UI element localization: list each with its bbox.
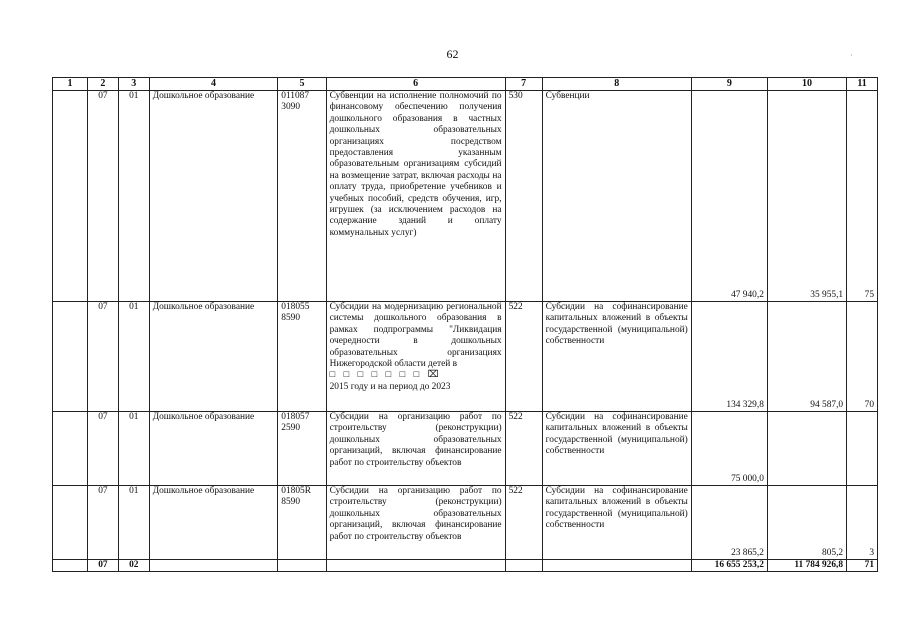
cell-description: Субсидии на организацию работ по строительству (реконструкции) дошкольных образовательных организаций, включая финансирование работ по строительству объектов: [326, 486, 505, 560]
total-subsection: 02: [118, 560, 149, 572]
header-cell: 1: [53, 78, 88, 91]
cell-target-code: 011087 3090: [278, 91, 326, 302]
header-cell: 7: [505, 78, 542, 91]
cell-percent: 70: [847, 302, 878, 412]
table-header-row: [53, 78, 878, 91]
header-cell: 2: [87, 78, 118, 91]
cell-expense-name: Субсидии на софинансирование капитальных вложений в объекты государственной (муниципальной) собственности: [542, 486, 691, 560]
cell-target-code: 01805R 8590: [278, 486, 326, 560]
cell-amount-9: 75 000,0: [691, 412, 767, 486]
cell-col1: [53, 412, 88, 486]
header-cell: 6: [326, 78, 505, 91]
total-amount-10: 11 784 926,8: [767, 560, 846, 572]
cell-name: Дошкольное образование: [149, 412, 278, 486]
cell-subsection: 01: [118, 412, 149, 486]
cell-expense-name: Субсидии на софинансирование капитальных вложений в объекты государственной (муниципальной) собственности: [542, 412, 691, 486]
cell-subsection: 01: [118, 486, 149, 560]
cell-description: [326, 560, 505, 572]
cell-percent: 75: [847, 91, 878, 302]
table-total-row: [53, 560, 878, 572]
cell-description: [326, 302, 505, 412]
cell-section: 07: [87, 91, 118, 302]
cell-amount-10: 94 587,0: [767, 302, 846, 412]
cell-amount-10: 35 955,1: [767, 91, 846, 302]
cell-expense-name: Субвенции: [542, 91, 691, 302]
cell-section: 07: [87, 302, 118, 412]
cell-expense-name: [542, 560, 691, 572]
cell-expense-type: 530: [505, 91, 542, 302]
cell-expense-name: Субсидии на софинансирование капитальных вложений в объекты государственной (муниципальной) собственности: [542, 302, 691, 412]
table-row: [53, 91, 878, 302]
total-percent: 71: [847, 560, 878, 572]
cell-target-code: 018055 8590: [278, 302, 326, 412]
page-mark: ·: [850, 51, 853, 60]
cell-name: [149, 560, 278, 572]
description-text-end: 2015 году и на период до 2023: [329, 381, 451, 392]
total-section: 07: [87, 560, 118, 572]
cell-percent: 3: [847, 486, 878, 560]
header-cell: 9: [691, 78, 767, 91]
cell-amount-9: 23 865,2: [691, 486, 767, 560]
checkbox-glyphs: □ □ □ □ □ □ □ ⌧: [329, 370, 442, 381]
cell-target-code: [278, 560, 326, 572]
description-text: Субсидии на модернизацию региональной системы дошкольного образования в рамках подпрограммы "Ликвидация очередности в дошкольных образовательных организациях Нижегородской области детей в: [329, 302, 502, 370]
cell-percent: [847, 412, 878, 486]
cell-expense-type: 522: [505, 302, 542, 412]
cell-amount-9: 47 940,2: [691, 91, 767, 302]
page-number: 62: [446, 47, 459, 61]
cell-target-code: 018057 2590: [278, 412, 326, 486]
cell-section: 07: [87, 412, 118, 486]
cell-col1: [53, 486, 88, 560]
cell-name: Дошкольное образование: [149, 302, 278, 412]
table-row: [53, 412, 878, 486]
header-cell: 8: [542, 78, 691, 91]
cell-expense-type: [505, 560, 542, 572]
cell-col1: [53, 91, 88, 302]
cell-name: Дошкольное образование: [149, 91, 278, 302]
header-cell: 4: [149, 78, 278, 91]
total-amount-9: 16 655 253,2: [691, 560, 767, 572]
cell-amount-10: [767, 412, 846, 486]
cell-col1: [53, 302, 88, 412]
cell-section: 07: [87, 486, 118, 560]
cell-name: Дошкольное образование: [149, 486, 278, 560]
cell-subsection: 01: [118, 91, 149, 302]
cell-expense-type: 522: [505, 412, 542, 486]
header-cell: 3: [118, 78, 149, 91]
cell-description: Субсидии на организацию работ по строительству (реконструкции) дошкольных образовательных организаций, включая финансирование работ по строительству объектов: [326, 412, 505, 486]
header-cell: 10: [767, 78, 846, 91]
cell-amount-9: 134 329,8: [691, 302, 767, 412]
cell-description: Субвенции на исполнение полномочий по финансовому обеспечению получения дошкольного образования в частных дошкольных образовательных организациях посредством предоставления указанным образовательным организациям субсидий на возмещение затрат, включая расходы на оплату труда, приобретение учебников и учебных пособий, средств обучения, игр, игрушек (за исключением расходов на содержание зданий и оплату коммунальных услуг): [326, 91, 505, 302]
header-cell: 5: [278, 78, 326, 91]
cell-col1: [53, 560, 88, 572]
header-cell: 11: [847, 78, 878, 91]
table-row: [53, 302, 878, 412]
budget-table: [52, 77, 878, 572]
cell-expense-type: 522: [505, 486, 542, 560]
table-row: [53, 486, 878, 560]
cell-amount-10: 805,2: [767, 486, 846, 560]
cell-subsection: 01: [118, 302, 149, 412]
